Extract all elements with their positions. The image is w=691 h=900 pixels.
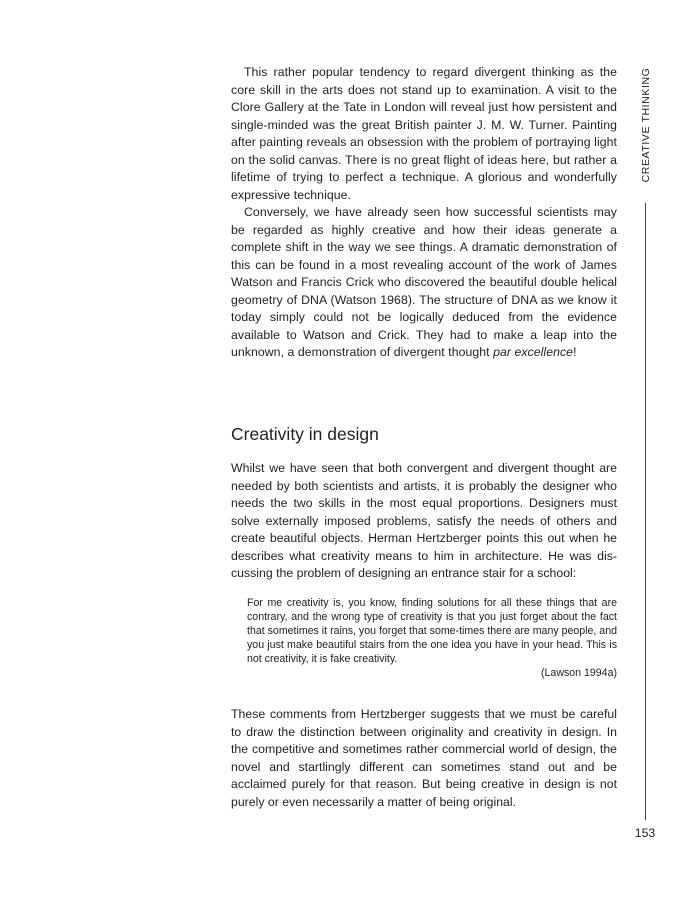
body-text-top — [231, 64, 617, 362]
section-heading: Creativity in design — [231, 424, 379, 444]
par-excellence-text: par excellence — [493, 345, 574, 359]
quote-text: For me creativity is, you know, finding solutions for all these things that are contrary, and the wrong type of creativity is that you just forget about the fact that sometimes it rains, you forget that some-times there are many people, and you just make beautiful stairs from the one idea you have in your head. This is not creativity, it is fake creativity. — [247, 597, 617, 665]
running-head-text: CREATIVE THINKING — [640, 67, 652, 183]
block-quote — [247, 596, 617, 680]
side-rule-divider — [645, 203, 646, 820]
paragraph-designer: Whilst we have seen that both convergent and divergent thought are needed by both scientists and artists, it is probably the designer who needs the two skills in the most equal proportions. Designers must solve externally imposed problems, satisfy the needs of others and create beautiful objects. Herman Hertzberger points this out when he describes what creativity means to him in architecture. He was dis-cussing the problem of designing an entrance stair for a school: — [231, 461, 617, 580]
closing-body — [231, 706, 617, 811]
paragraph-turner: This rather popular tendency to regard divergent thinking as the core skill in the arts does not stand up to examination. A visit to the Clore Gallery at the Tate in London will reveal just how persistent and single-minded was the great British painter J. M. W. Turner. Painting after painting reveals an obsession with the problem of portraying light on the solid canvas. There is no great flight of ideas here, but rather a lifetime of trying to perfect a technique. A glorious and wonderfully expressive technique. — [231, 65, 617, 202]
paragraph-closing: These comments from Hertzberger suggests that we must be careful to draw the distinction between originality and creativity in design. In the competitive and sometimes rather commercial world of design, the novel and startlingly different can sometimes stand out and be acclaimed purely for that reason. But being creative in design is not purely or even necessarily a matter of being original. — [231, 707, 617, 809]
section-body — [231, 460, 617, 583]
quote-citation: (Lawson 1994a) — [541, 667, 617, 679]
paragraph-scientists — [231, 204, 617, 362]
paragraph-scientists-text: Conversely, we have already seen how successful scientists may be regarded as highly creative and how their ideas generate a complete shift in the way we see things. A dramatic demonstration of this can be found in a most revealing account of the work of James Watson and Francis Crick who discovered the beautiful double helical geometry of DNA (Watson 1968). The structure of DNA as we know it today simply could not be logically deduced from the evidence available to Watson and Crick. They had to make a leap into the unknown, a demonstration of divergent thought — [231, 205, 617, 359]
page-number: 153 — [634, 826, 656, 840]
running-head — [639, 68, 653, 182]
exclamation: ! — [573, 345, 577, 359]
